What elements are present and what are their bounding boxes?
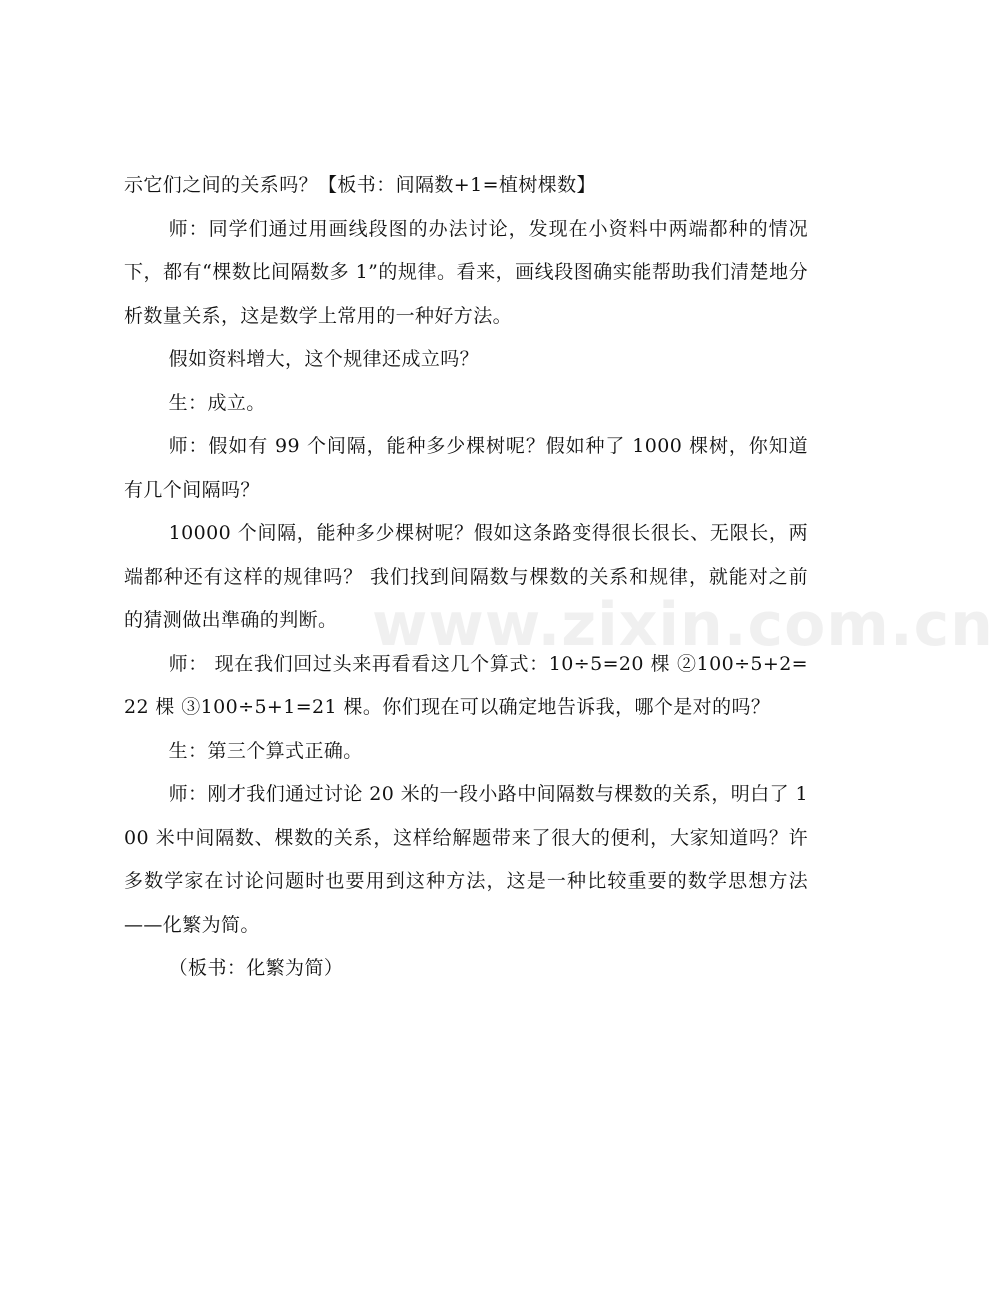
document-body — [124, 164, 808, 991]
paragraph-question-rule: 假如资料增大，这个规律还成立吗？ — [168, 348, 480, 370]
paragraph-student-answer-1: 生：成立。 — [168, 391, 266, 414]
watermark: www.zixin.com.cn — [372, 590, 994, 660]
paragraph-10000-intervals: 10000 个间隔，能种多少棵树呢？假如这条路变得很长很长、无限长，两端都种还有这样的规律吗？ 我们找到间隔数与棵数的关系和规律，就能对之前的猜测做出準确的判断。 — [124, 522, 808, 631]
paragraph-teacher-line-segment: 师：同学们通过用画线段图的办法讨论，发现在小资料中两端都种的情况下，都有“棵数比间隔数多 1”的规律。看来，画线段图确实能帮助我们清楚地分析数量关系，这是数学上常用的一种好方法。 — [124, 217, 808, 327]
paragraph-student-answer-2: 生：第三个算式正确。 — [168, 739, 363, 762]
paragraph-board-note-formula: 示它们之间的关系吗？【板书：间隔数+1=植树棵数】 — [124, 174, 596, 196]
paragraph-teacher-summary: 师：刚才我们通过讨论 20 米的一段小路中间隔数与棵数的关系，明白了 100 米中间隔数、棵数的关系，这样给解题带来了很大的便利，大家知道吗？许多数学家在讨论问题时也要用到这种方法，这是一种比较重要的数学思想方法——化繁为简。 — [124, 783, 808, 936]
paragraph-teacher-formulas: 师： 现在我们回过头来再看看这几个算式：10÷5=20 棵 ②100÷5+2=22 棵 ③100÷5+1=21 棵。你们现在可以确定地告诉我，哪个是对的吗？ — [124, 652, 808, 718]
paragraph-teacher-99-intervals: 师：假如有 99 个间隔，能种多少棵树呢？假如种了 1000 棵树，你知道有几个间隔吗？ — [124, 435, 808, 501]
paragraph-board-note-simplify: （板书：化繁为简） — [168, 957, 344, 979]
